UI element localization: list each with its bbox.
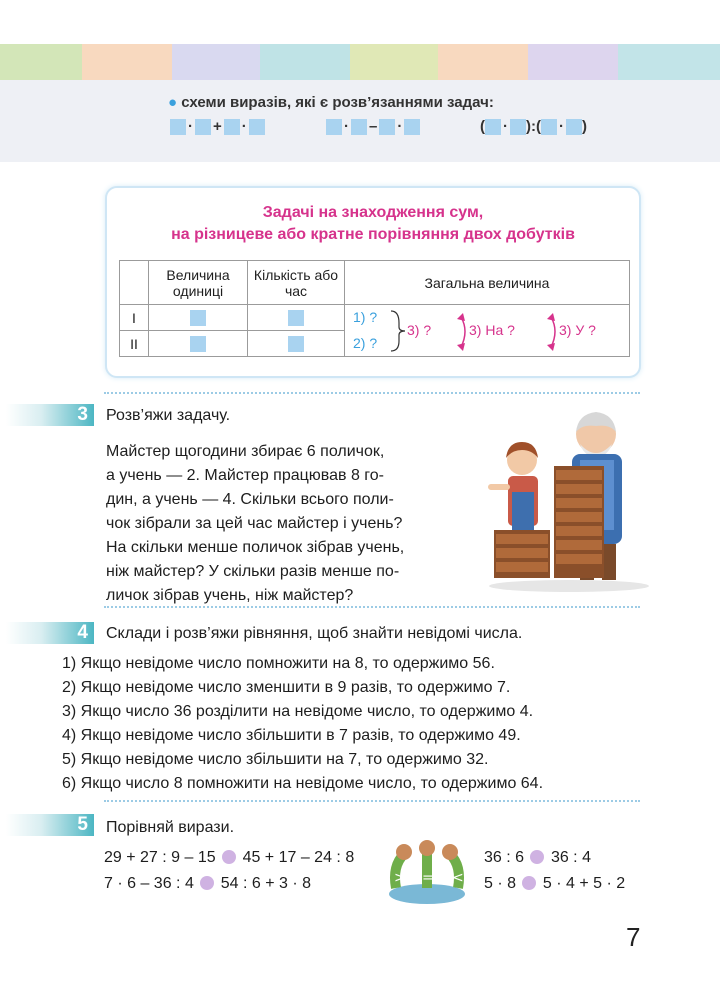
task5-heading: Порівняй вирази.	[106, 819, 235, 836]
stripe-segment	[82, 44, 172, 80]
row-label-2: II	[120, 331, 149, 357]
schema-bullet-text: схеми виразів, які є розв’язаннями задач:	[181, 94, 494, 111]
task3-problem-text	[106, 440, 486, 608]
blank-square	[190, 336, 206, 352]
page-number: 7	[626, 922, 641, 952]
task4-list	[62, 652, 662, 796]
text-line: ніж майстер? У скільки разів менше по-	[106, 563, 400, 580]
blank-square	[195, 119, 211, 135]
task-number: 3	[77, 404, 88, 425]
schema-2: · – ·	[326, 118, 420, 135]
list-item: 1) Якщо невідоме число помножити на 8, то одержимо 56.	[62, 655, 495, 672]
column-header-total: Загальна величина	[345, 261, 630, 305]
task-number-tab	[6, 622, 94, 644]
column-header-count: Кількість або час	[248, 261, 345, 305]
text-line: чок зібрали за цей час майстер і учень?	[106, 515, 403, 532]
list-item: 6) Якщо число 8 помножити на невідоме число, то одержимо 64.	[62, 775, 544, 792]
stripe-segment	[618, 44, 720, 80]
bullet-icon: ●	[168, 94, 178, 111]
stripe-segment	[172, 44, 260, 80]
table-cell	[248, 331, 345, 357]
stripe-segment	[438, 44, 528, 80]
blank-square	[485, 119, 501, 135]
schema-bullet	[168, 94, 494, 111]
comparison-row: 29 + 27 : 9 – 15 45 + 17 – 24 : 8	[104, 849, 355, 866]
blank-square	[510, 119, 526, 135]
blank-square	[566, 119, 582, 135]
stripe-segment	[260, 44, 350, 80]
list-item: 3) Якщо число 36 розділити на невідоме число, то одержимо 4.	[62, 703, 534, 720]
blank-square	[351, 119, 367, 135]
dotted-divider	[104, 392, 640, 394]
task4-heading: Склади і розв’яжи рівняння, щоб знайти невідомі числа.	[106, 625, 523, 642]
compare-circle	[222, 850, 236, 864]
row-label-1: I	[120, 305, 149, 331]
blank-square	[404, 119, 420, 135]
row2-question: 2) ?	[353, 335, 378, 351]
blank-square	[190, 310, 206, 326]
rule-table	[119, 260, 630, 357]
list-item: 4) Якщо невідоме число збільшити в 7 разів, то одержимо 49.	[62, 727, 521, 744]
stripe-segment	[350, 44, 438, 80]
difference-label: 3) На ?	[469, 322, 515, 338]
list-item: 2) Якщо невідоме число зменшити в 9 разів, то одержимо 7.	[62, 679, 511, 696]
blank-square	[170, 119, 186, 135]
equals-symbol: =	[422, 870, 434, 886]
rule-title-line1: Задачі на знаходження сум,	[262, 204, 484, 221]
task-number-tab	[6, 404, 94, 426]
blank-square	[541, 119, 557, 135]
dotted-divider	[104, 606, 640, 608]
comparison-row: 7 · 6 – 36 : 4 54 : 6 + 3 · 8	[104, 875, 312, 892]
comparison-row: 36 : 6 36 : 4	[484, 849, 591, 866]
table-cell	[149, 305, 248, 331]
stripe-segment	[0, 44, 82, 80]
text-line: личок зібрав учень, ніж майстер?	[106, 587, 354, 604]
task-number: 4	[77, 622, 88, 643]
list-item: 5) Якщо невідоме число збільшити на 7, то одержимо 32.	[62, 751, 489, 768]
text-line: дин, а учень — 4. Скільки всього поли-	[106, 491, 394, 508]
blank-square	[288, 310, 304, 326]
compare-circle	[200, 876, 214, 890]
craftsmen-illustration	[484, 404, 654, 594]
blank-square	[379, 119, 395, 135]
table-cell	[149, 331, 248, 357]
task3-heading: Розв’яжи задачу.	[106, 407, 231, 424]
stripe-segment	[528, 44, 618, 80]
ratio-label: 3) У ?	[559, 322, 596, 338]
greater-symbol: >	[394, 870, 406, 886]
task-number-tab	[6, 814, 94, 836]
compare-circle	[522, 876, 536, 890]
text-line: На скільки менше поличок зібрав учень,	[106, 539, 405, 556]
schema-1: · + ·	[170, 118, 265, 135]
compare-circle	[530, 850, 544, 864]
total-cell	[345, 305, 630, 357]
text-line: Майстер щогодини збирає 6 поличок,	[106, 443, 385, 460]
table-corner	[120, 261, 149, 305]
comparison-row: 5 · 8 5 · 4 + 5 · 2	[484, 875, 626, 892]
schema-band	[0, 80, 720, 162]
rule-title-line2: на різницеве або кратне порівняння двох добутків	[171, 226, 575, 243]
schema-3: ( · ):( · )	[480, 118, 587, 135]
sum-label: 3) ?	[407, 322, 432, 338]
top-color-stripe	[0, 44, 720, 80]
table-cell	[248, 305, 345, 331]
less-symbol: <	[452, 870, 464, 886]
blank-square	[288, 336, 304, 352]
dotted-divider	[104, 800, 640, 802]
blank-square	[249, 119, 265, 135]
text-line: а учень — 2. Майстер працював 8 го-	[106, 467, 385, 484]
rule-box	[105, 186, 641, 378]
snakes-illustration	[382, 836, 472, 906]
blank-square	[224, 119, 240, 135]
row1-question: 1) ?	[353, 309, 378, 325]
task-number: 5	[77, 814, 88, 835]
blank-square	[326, 119, 342, 135]
column-header-unit: Величина одиниці	[149, 261, 248, 305]
